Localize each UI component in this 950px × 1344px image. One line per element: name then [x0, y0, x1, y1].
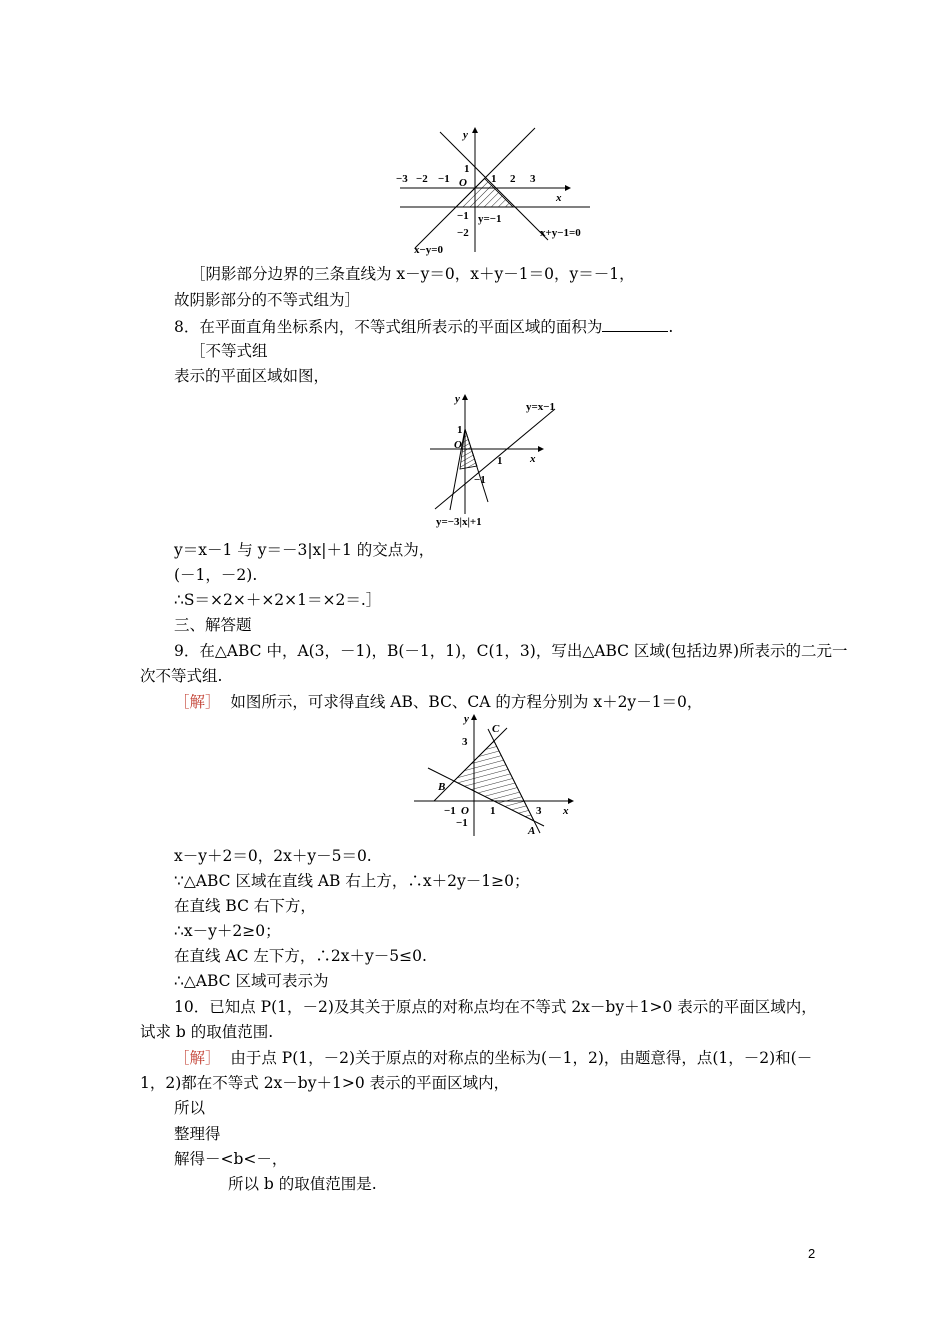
text-line: 解得－<b<－， [174, 1150, 288, 1168]
text-line: 次不等式组. [140, 667, 223, 685]
ytick: 1 [457, 424, 463, 436]
question-10: 10．已知点 P(1，－2)及其关于原点的对称点均在不等式 2x－by＋1>0 表示的平面区域内， [174, 998, 817, 1016]
text-line: ∴x－y＋2≥0； [174, 922, 281, 940]
xtick: −2 [416, 173, 428, 185]
ytick: −1 [474, 474, 486, 486]
solution-tag: ［解］ [174, 1049, 221, 1067]
origin-label: O [454, 439, 462, 451]
x-label: x [530, 453, 536, 465]
text-line: 在直线 BC 右下方， [174, 897, 316, 915]
question-9: 9．在△ABC 中，A(3，－1)，B(－1，1)，C(1，3)，写出△ABC 区域(包括边界)所表示的二元一 [174, 642, 848, 660]
ytick: −2 [457, 227, 469, 239]
solution-tag: ［解］ [174, 693, 221, 711]
xtick: −3 [396, 173, 408, 185]
point-B: B [438, 781, 446, 793]
solution-line: ［解］ 由于点 P(1，－2)关于原点的对称点的坐标为(－1，2)，由题意得，点(1，－2)和(－ [174, 1049, 813, 1067]
line-label: x−y=0 [414, 244, 444, 256]
text-line: (－1，－2). [174, 566, 258, 584]
text-line: 试求 b 的取值范围. [140, 1023, 274, 1041]
figure-2-graph [430, 392, 600, 532]
point-C: C [492, 723, 500, 735]
text-line: 故阴影部分的不等式组为］ [174, 291, 361, 309]
origin-label: O [459, 177, 467, 189]
section-heading: 三、解答题 [174, 616, 252, 634]
xtick: 1 [490, 805, 496, 817]
x-label: x [556, 192, 562, 204]
y-label: y [455, 393, 460, 405]
xtick: 1 [497, 455, 503, 467]
text-line: 1，2)都在不等式 2x－by＋1>0 表示的平面区域内， [140, 1074, 510, 1092]
y-label: y [464, 713, 469, 725]
figure-1-graph [390, 124, 605, 256]
text-line: ∴△ABC 区域可表示为 [174, 972, 329, 990]
ytick: −1 [456, 817, 468, 829]
question-8: 8．在平面直角坐标系内，不等式组所表示的平面区域的面积为 . [174, 318, 674, 336]
answer-blank[interactable] [602, 317, 668, 332]
text-line: 表示的平面区域如图， [174, 367, 330, 385]
text-line: 在直线 AC 左下方，∴2x＋y－5≤0. [174, 947, 427, 965]
ytick: −1 [457, 210, 469, 222]
point-A: A [528, 825, 536, 837]
text-line: 所以 [174, 1099, 206, 1117]
xtick: −1 [438, 173, 450, 185]
x-label: x [563, 805, 569, 817]
xtick: 3 [530, 173, 536, 185]
solution-line: ［解］ 如图所示，可求得直线 AB、BC、CA 的方程分别为 x＋2y－1＝0， [174, 693, 703, 711]
ytick: 3 [462, 736, 468, 748]
origin-label: O [461, 805, 469, 817]
text-line: ［阴影部分边界的三条直线为 x－y＝0，x＋y－1＝0，y＝－1， [190, 265, 635, 283]
xtick: 3 [536, 805, 542, 817]
figure-3-graph [412, 712, 582, 840]
text-line: 所以 b 的取值范围是. [228, 1175, 377, 1193]
ytick: 1 [464, 163, 470, 175]
text-line: 整理得 [174, 1125, 221, 1143]
text-line: ∴S＝×2×＋×2×1＝×2＝.］ [174, 591, 382, 609]
line-label: y=−1 [478, 213, 502, 225]
page-number: 2 [808, 1246, 816, 1261]
line-label: y=x−1 [526, 401, 556, 413]
text-line: ［不等式组 [190, 342, 268, 360]
line-label: y=−3|x|+1 [436, 516, 482, 528]
line-label: x+y−1=0 [540, 227, 581, 239]
text-line: ∵△ABC 区域在直线 AB 右上方，∴x＋2y－1≥0； [174, 872, 530, 890]
xtick: 2 [510, 173, 516, 185]
xtick: −1 [444, 805, 456, 817]
y-label: y [463, 129, 468, 141]
text-line: y＝x－1 与 y＝－3|x|＋1 的交点为， [174, 541, 435, 559]
xtick: 1 [491, 173, 497, 185]
text-line: x－y＋2＝0，2x＋y－5＝0. [174, 847, 372, 865]
